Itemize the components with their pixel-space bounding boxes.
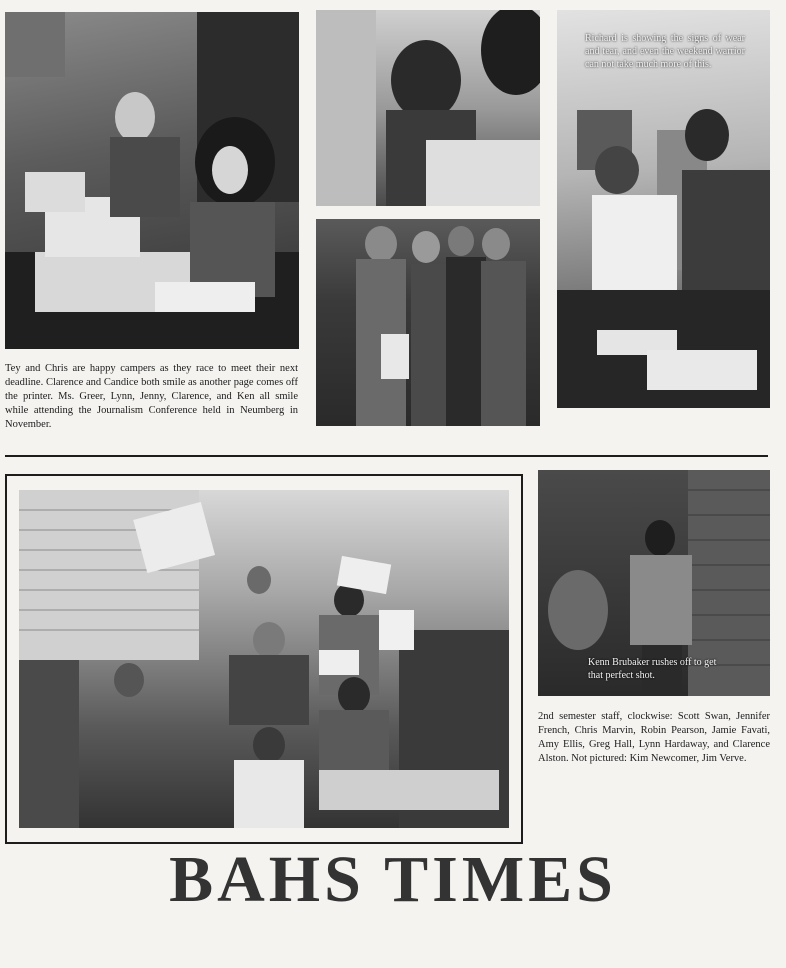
caption-staff: 2nd semester staff, clockwise: Scott Swan, Jennifer French, Chris Marvin, Robin Pearson, Jamie Favati, Amy Ellis, Greg Hall, Lynn Hardaway, and Clarence Alston. Not pictured: Kim Newcomer, Jim Verve. (538, 711, 770, 764)
photo-journalism-conference (316, 219, 540, 426)
caption-typing: Tey and Chris are happy campers as they race to meet their next deadline. Clarence and Candice both smile as another page comes off the printer. Ms. Greer, Lynn, Jenny, Clarence, and Ken all smile while attending the Journalism Conference held in Neumberg in November. (5, 363, 298, 430)
page-title: BAHS TIMES (169, 843, 617, 916)
typing-scene-illustration (5, 12, 299, 349)
conference-group-illustration (316, 219, 540, 426)
section-divider (5, 455, 768, 457)
photo-staff-group (19, 490, 509, 828)
caption-richard: Richard is showing the signs of wear and tear, and even the weekend warrior can not take much more of this. (585, 33, 745, 70)
photo-richard-computer (557, 10, 770, 408)
photo-printer-smile (316, 10, 540, 206)
staff-group-illustration (19, 490, 509, 828)
staff-photo-frame (5, 474, 523, 844)
photo-typing-students (5, 12, 299, 349)
printer-scene-illustration (316, 10, 540, 206)
photo-kenn-brubaker (538, 470, 770, 696)
caption-kenn: Kenn Brubaker rushes off to get that perfect shot. (588, 657, 717, 681)
